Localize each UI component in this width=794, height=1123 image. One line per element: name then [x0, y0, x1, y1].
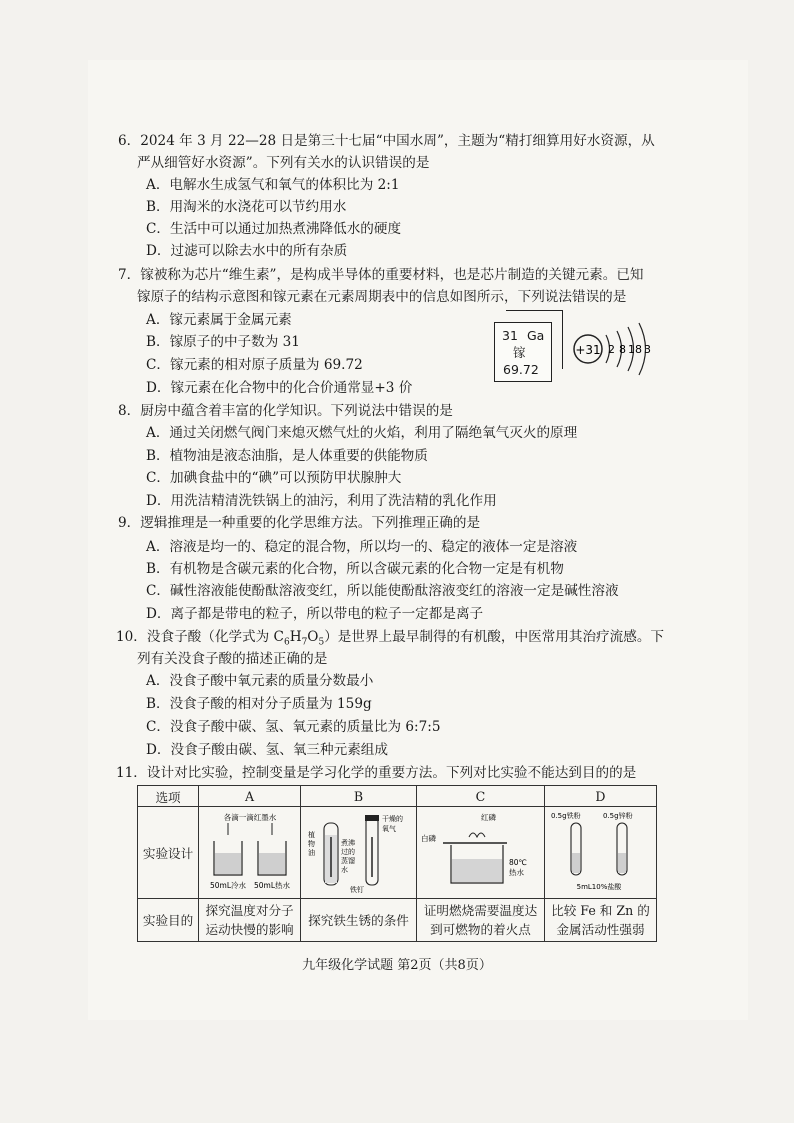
- figure-d-cell: [544, 807, 656, 899]
- atomic-mass: 69.72: [503, 362, 539, 377]
- shell-count-1: 2: [608, 343, 615, 356]
- goal-d-line1: 比较 Fe 和 Zn 的: [551, 903, 650, 918]
- element-cell-gallium: [494, 322, 552, 382]
- goal-c-line1: 证明燃烧需要温度达: [423, 903, 538, 918]
- q8-option-d: D．用洗洁精清洗铁锅上的油污，利用了洗洁精的乳化作用: [146, 493, 497, 509]
- figure-a-cell: [199, 807, 301, 899]
- q9-option-b: B．有机物是含碳元素的化合物，所以含碳元素的化合物一定是有机物: [146, 561, 564, 577]
- fig-b-water-1: 煮沸: [340, 839, 355, 847]
- fig-b-dry-label: 干燥的: [381, 815, 403, 823]
- fig-d-acid-fe: [572, 853, 580, 873]
- fig-b-water-2: 过的: [340, 848, 355, 856]
- goal-c-line2: 到可燃物的着火点: [430, 922, 531, 937]
- figure-c-cell: [417, 807, 545, 899]
- fig-b-water-3: 蒸馏: [340, 857, 355, 865]
- goal-d: [544, 899, 656, 942]
- q6-option-d: D．过滤可以除去水中的所有杂质: [146, 243, 348, 259]
- fig-a-cold-label: 50mL冷水: [209, 881, 246, 890]
- q6-option-c: C．生活中可以通过加热煮沸降低水的硬度: [146, 221, 402, 237]
- q7-stem-line1: 7．镓被称为芯片“维生素”，是构成半导体的重要材料，也是芯片制造的关键元素。已知: [118, 267, 644, 283]
- goal-a-line1: 探究温度对分子: [205, 903, 294, 918]
- fig-d-zn-label: 0.5g锌粉: [603, 812, 634, 820]
- q10-option-d: D．没食子酸由碳、氢、氧三种元素组成: [146, 742, 388, 758]
- fig-b-oil-3: 油: [307, 849, 315, 857]
- header-a: A: [199, 786, 301, 807]
- q7-stem-line2: 镓原子的结构示意图和镓元素在元素周期表中的信息如图所示，下列说法错误的是: [137, 289, 627, 305]
- atom-structure-diagram: [570, 318, 660, 380]
- q8-option-c: C．加碘食盐中的“碘”可以预防甲状腺肿大: [146, 470, 402, 486]
- header-c: C: [417, 786, 545, 807]
- shell-count-2: 8: [619, 343, 626, 356]
- fig-d-acid-zn: [618, 853, 626, 873]
- row-label-design: 实验设计: [138, 807, 199, 899]
- fig-c-white-phosphorus: 白磷: [421, 834, 437, 843]
- q7-option-c: C．镓元素的相对原子质量为 69.72: [146, 357, 363, 373]
- fig-a-water-left: [215, 853, 241, 874]
- nucleus-charge: +31: [575, 343, 601, 357]
- q10-option-c: C．没食子酸中碳、氢、氧元素的质量比为 6:7:5: [146, 719, 441, 735]
- q8-option-a: A．通过关闭燃气阀门来熄灭燃气灶的火焰，利用了隔绝氧气灭火的原理: [146, 425, 578, 441]
- q8-stem: 8．厨房中蕴含着丰富的化学知识。下列说法中错误的是: [118, 403, 453, 419]
- q9-option-d: D．离子都是带电的粒子，所以带电的粒子一定都是离子: [146, 606, 484, 622]
- fig-c-temperature: 80℃: [509, 858, 528, 867]
- fig-c-red-phosphorus: 红磷: [481, 813, 497, 822]
- fig-d-fe-label: 0.5g铁粉: [551, 812, 582, 820]
- table-header-row: [138, 786, 657, 807]
- q9-option-a: A．溶液是均一的、稳定的混合物，所以均一的、稳定的液体一定是溶液: [146, 539, 578, 555]
- row-label-goal: 实验目的: [138, 899, 199, 942]
- fig-d-acid-label: 5mL10%盐酸: [577, 883, 622, 891]
- fig-a-hot-label: 50mL热水: [253, 881, 290, 890]
- header-d: D: [544, 786, 656, 807]
- element-symbol: Ga: [527, 328, 545, 343]
- table-design-row: [138, 807, 657, 899]
- figure-b-cell: [301, 807, 417, 899]
- goal-b: 探究铁生锈的条件: [301, 899, 417, 942]
- fig-b-oxygen-label: 氧气: [381, 825, 396, 833]
- formula-c-sub: 6: [283, 637, 290, 648]
- header-b: B: [301, 786, 417, 807]
- fig-c-hot-water: [452, 859, 502, 882]
- q11-stem: 11．设计对比实验，控制变量是学习化学的重要方法。下列对比实验不能达到目的的是: [116, 765, 637, 781]
- q6-option-a: A．电解水生成氢气和氧气的体积比为 2:1: [146, 177, 400, 193]
- goal-c: [417, 899, 545, 942]
- fig-b-stopper: [365, 815, 379, 821]
- fig-b-water-4: 水: [340, 866, 348, 874]
- page-footer: 九年级化学试题 第2页（共8页）: [302, 958, 492, 973]
- q6-stem-line2: 严从细管好水资源”。下列有关水的认识错误的是: [137, 155, 430, 171]
- q8-option-b: B．植物油是液态油脂，是人体重要的供能物质: [146, 448, 428, 464]
- goal-a-line2: 运动快慢的影响: [205, 922, 294, 937]
- atomic-number: 31: [502, 328, 518, 343]
- formula-h-sub: 7: [301, 637, 308, 648]
- fig-a-top-label: 各滴一滴红墨水: [223, 813, 276, 822]
- q10-option-b: B．没食子酸的相对分子质量为 159g: [146, 696, 372, 712]
- formula-h: H: [289, 629, 302, 645]
- q10-option-a: A．没食子酸中氧元素的质量分数最小: [146, 673, 374, 689]
- element-name: 镓: [513, 345, 526, 360]
- q6-stem-line1: 6．2024 年 3 月 22—28 日是第三十七届“中国水周”，主题为“精打细算用好水资源，从: [118, 133, 655, 149]
- shell-count-3: 18: [628, 343, 642, 356]
- goal-d-line2: 金属活动性强弱: [556, 922, 645, 937]
- formula-o: O: [307, 629, 319, 645]
- experiment-table: [137, 785, 657, 942]
- figure-b-tubes: [302, 807, 416, 895]
- q7-option-a: A．镓元素属于金属元素: [146, 312, 292, 328]
- q10-stem-line2: 列有关没食子酸的描述正确的是: [137, 651, 328, 667]
- q7-option-b: B．镓原子的中子数为 31: [146, 334, 300, 350]
- q9-stem: 9．逻辑推理是一种重要的化学思维方法。下列推理正确的是: [118, 515, 481, 531]
- q7-option-d: D．镓元素在化合物中的化合价通常显+3 价: [146, 380, 413, 396]
- fig-b-nail-label: 铁钉: [349, 886, 364, 894]
- formula-o-sub: 5: [318, 637, 325, 648]
- q10-stem-start: 10．没食子酸（化学式为 C: [116, 629, 284, 645]
- fig-b-oil-1: 植: [307, 831, 315, 839]
- fig-c-flame: [469, 833, 485, 837]
- table-goal-row: [138, 899, 657, 942]
- q10-stem-end: ）是世界上最早制得的有机酸，中医常用其治疗流感。下: [324, 629, 665, 645]
- fig-a-water-right: [259, 853, 285, 874]
- q9-option-c: C．碱性溶液能使酚酞溶液变红，所以能使酚酞溶液变红的溶液一定是碱性溶液: [146, 583, 619, 599]
- figure-c-beaker: [417, 807, 543, 895]
- figure-a-beakers: [200, 807, 300, 895]
- fig-b-oil-2: 物: [307, 840, 315, 848]
- goal-a: [199, 899, 301, 942]
- figure-d-tubes: [545, 807, 655, 895]
- header-option: 选项: [138, 786, 199, 807]
- shell-count-4: 3: [644, 343, 651, 356]
- q6-option-b: B．用淘米的水浇花可以节约用水: [146, 199, 347, 215]
- fig-c-hot-water-label: 热水: [509, 868, 525, 877]
